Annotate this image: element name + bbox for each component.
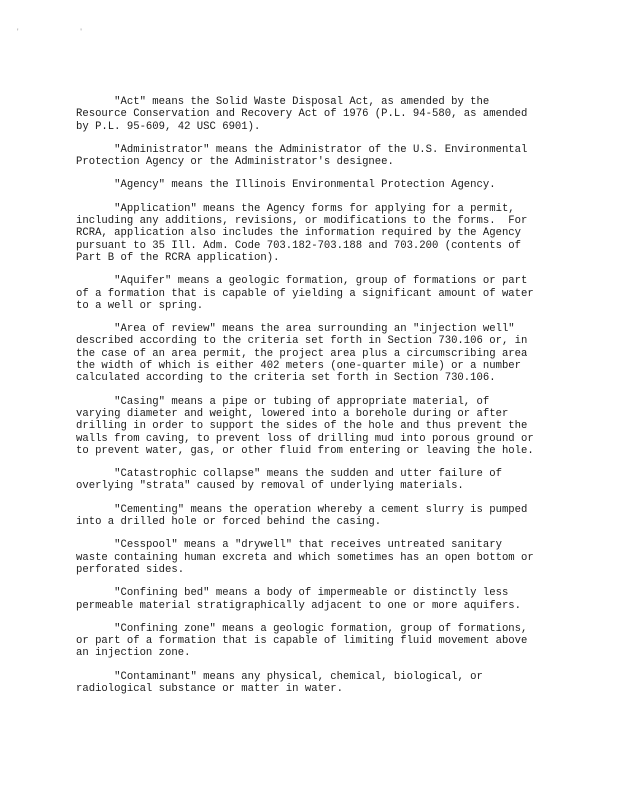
definition-application: "Application" means the Agency forms for applying for a permit, including any additions, revisions, or modifications to the forms. For RCRA, application also includes the information required by the Agency pursuant to 35 Ill. Adm. Code 703.182-703.188 and 703.200 (contents of Part B of the RCRA application). — [76, 202, 528, 264]
definition-administrator: "Administrator" means the Administrator of the U.S. Environmental Protection Agency or the Administrator's designee. — [76, 143, 528, 169]
definition-confining-bed: "Confining bed" means a body of impermeable or distinctly less permeable material stratigraphically adjacent to one or more aquifers. — [76, 587, 522, 612]
document-page — [76, 96, 536, 706]
scan-corner-marks: ' ' — [16, 28, 111, 35]
definition-confining-zone: "Confining zone" means a geologic formation, group of formations, or part of a formation that is capable of limiting fluid movement above an injection zone. — [76, 622, 528, 660]
definition-aquifer: "Aquifer" means a geologic formation, group of formations or part of a formation that is capable of yielding a significant amount of water to a well or spring. — [76, 275, 534, 312]
definition-casing: "Casing" means a pipe or tubing of appropriate material, of varying diameter and weight, lowered into a borehole during or after drilling in order to support the sides of the hole and thus prevent the walls from caving, to prevent loss of drilling mud into porous ground or to prevent water, gas, or other fluid from entering or leaving the hole. — [76, 395, 534, 457]
definition-area-of-review: "Area of review" means the area surrounding an "injection well" described according to the criteria set forth in Section 730.106 or, in the case of an area permit, the project area plus a circumscribing area the width of which is either 402 meters (one-quarter mile) or a number calculated according to the criteria set forth in Section 730.106. — [76, 323, 528, 385]
definition-act: "Act" means the Solid Waste Disposal Act, as amended by the Resource Conservation and Recovery Act of 1976 (P.L. 94-580, as amended by P.L. 95-609, 42 USC 6901). — [76, 96, 528, 133]
definition-agency: "Agency" means the Illinois Environmental Protection Agency. — [76, 179, 496, 192]
definition-cementing: "Cementing" means the operation whereby a cement slurry is pumped into a drilled hole or forced behind the casing. — [76, 503, 528, 529]
definition-cesspool: "Cesspool" means a "drywell" that receives untreated sanitary waste containing human excreta and which sometimes has an open bottom or perforated sides. — [76, 539, 534, 576]
definition-catastrophic-collapse: "Catastrophic collapse" means the sudden and utter failure of overlying "strata" caused by removal of underlying materials. — [76, 468, 502, 493]
definition-contaminant: "Contaminant" means any physical, chemical, biological, or radiological substance or matter in water. — [76, 670, 483, 695]
